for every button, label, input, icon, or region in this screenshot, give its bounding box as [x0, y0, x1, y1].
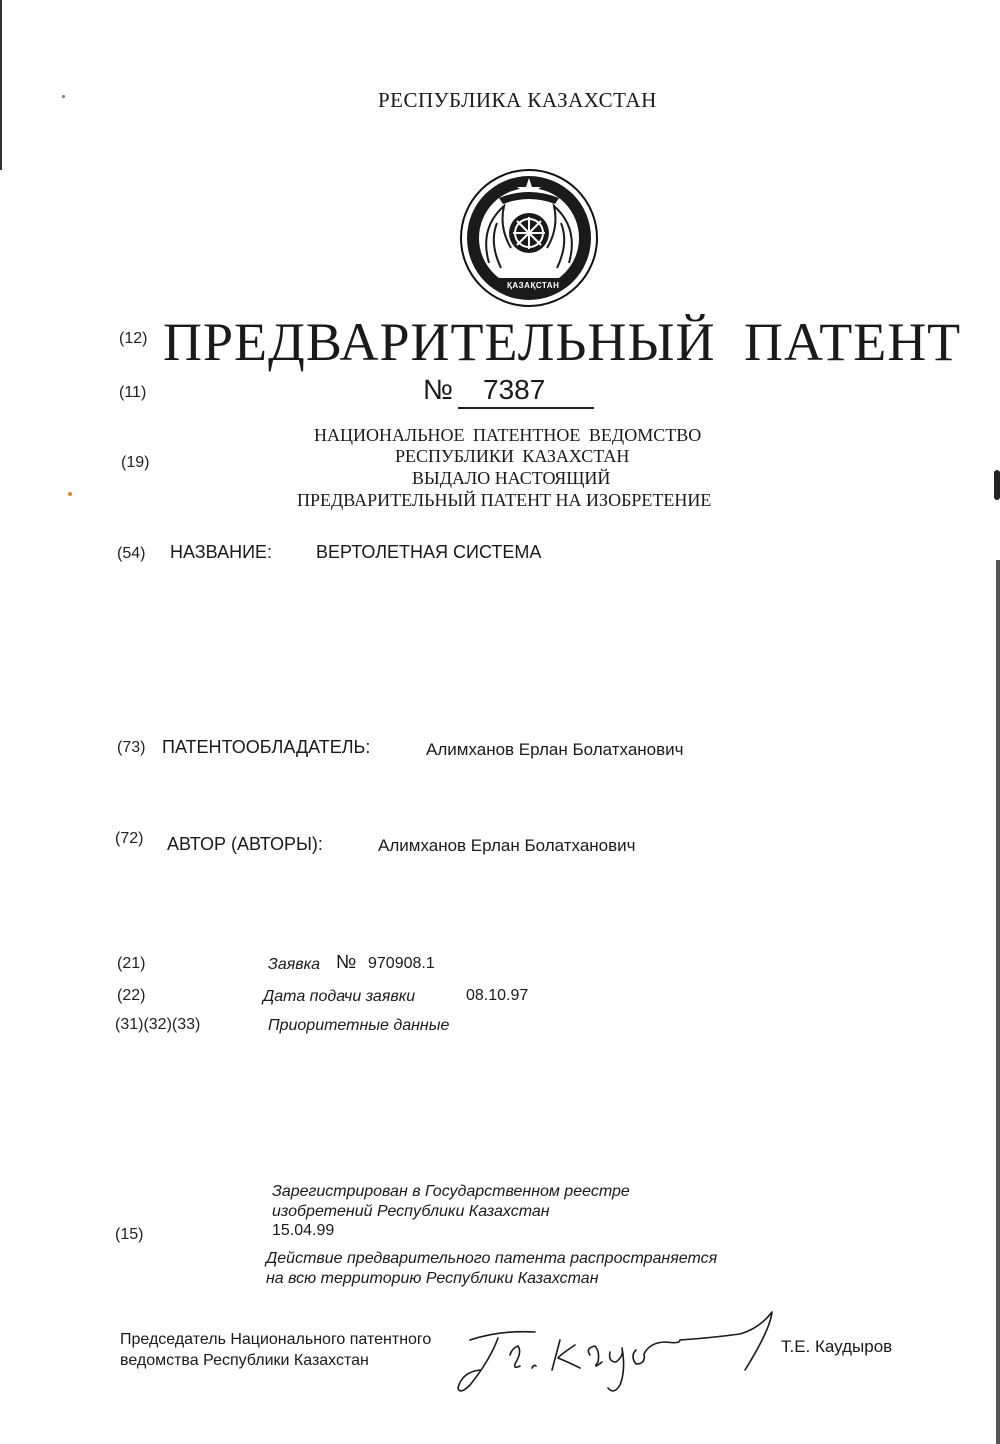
handwritten-signature: [440, 1300, 790, 1400]
inid-code-73: (73): [117, 739, 146, 756]
name-label: НАЗВАНИЕ:: [170, 542, 273, 562]
registration-date: 15.04.99: [272, 1222, 335, 1239]
inid-code-11: (11): [119, 384, 147, 401]
application-number-sign: №: [336, 952, 357, 973]
scan-speck: [62, 95, 65, 98]
country-header: РЕСПУБЛИКА КАЗАХСТАН: [378, 88, 657, 112]
issuer-line: РЕСПУБЛИКИ КАЗАХСТАН: [395, 446, 630, 466]
issuer-line: НАЦИОНАЛЬНОЕ ПАТЕНТНОЕ ВЕДОМСТВО: [314, 425, 702, 445]
inid-code-31-32-33: (31)(32)(33): [115, 1016, 201, 1033]
holder-label: ПАТЕНТООБЛАДАТЕЛЬ:: [162, 737, 371, 757]
application-label: Заявка: [268, 956, 321, 973]
scan-edge-right: [996, 560, 1000, 1444]
inid-code-22: (22): [117, 987, 146, 1004]
scope-line: Действие предварительного патента распространяется: [266, 1250, 718, 1267]
issuer-line: ВЫДАЛО НАСТОЯЩИЙ: [412, 468, 611, 488]
scan-speck: [68, 492, 72, 496]
inid-code-12: (12): [119, 330, 148, 347]
signatory-title: ведомства Республики Казахстан: [120, 1352, 369, 1369]
holder-name: Алимханов Ерлан Болатханович: [426, 740, 684, 759]
number-sign: №: [423, 374, 454, 405]
number-underline: [458, 407, 594, 409]
filing-date-label: Дата подачи заявки: [263, 988, 416, 1005]
author-name: Алимханов Ерлан Болатханович: [378, 836, 636, 855]
signatory-name: Т.Е. Каудыров: [781, 1337, 893, 1356]
registration-line: изобретений Республики Казахстан: [272, 1203, 550, 1220]
scan-mark: [994, 470, 1000, 500]
inid-code-21: (21): [117, 955, 146, 972]
document-title: ПРЕДВАРИТЕЛЬНЫЙ ПАТЕНТ: [163, 312, 962, 372]
state-emblem: [459, 168, 599, 308]
inid-code-54: (54): [117, 545, 146, 562]
invention-name: ВЕРТОЛЕТНАЯ СИСТЕМА: [316, 542, 542, 562]
authors-label: АВТОР (АВТОРЫ):: [167, 834, 323, 854]
issuer-line: ПРЕДВАРИТЕЛЬНЫЙ ПАТЕНТ НА ИЗОБРЕТЕНИЕ: [297, 490, 712, 510]
inid-code-72: (72): [115, 830, 144, 847]
scan-edge-left: [0, 0, 2, 170]
application-number: 970908.1: [368, 955, 435, 972]
signatory-title: Председатель Национального патентного: [120, 1331, 432, 1348]
registration-line: Зарегистрирован в Государственном реестре: [272, 1183, 630, 1200]
inid-code-19: (19): [121, 454, 150, 471]
scope-line: на всю территорию Республики Казахстан: [266, 1270, 599, 1287]
filing-date: 08.10.97: [466, 987, 529, 1004]
emblem-inscription: ҚАЗАҚСТАН: [507, 281, 560, 290]
patent-number: 7387: [483, 374, 546, 405]
inid-code-15: (15): [115, 1226, 144, 1243]
priority-label: Приоритетные данные: [268, 1017, 450, 1034]
